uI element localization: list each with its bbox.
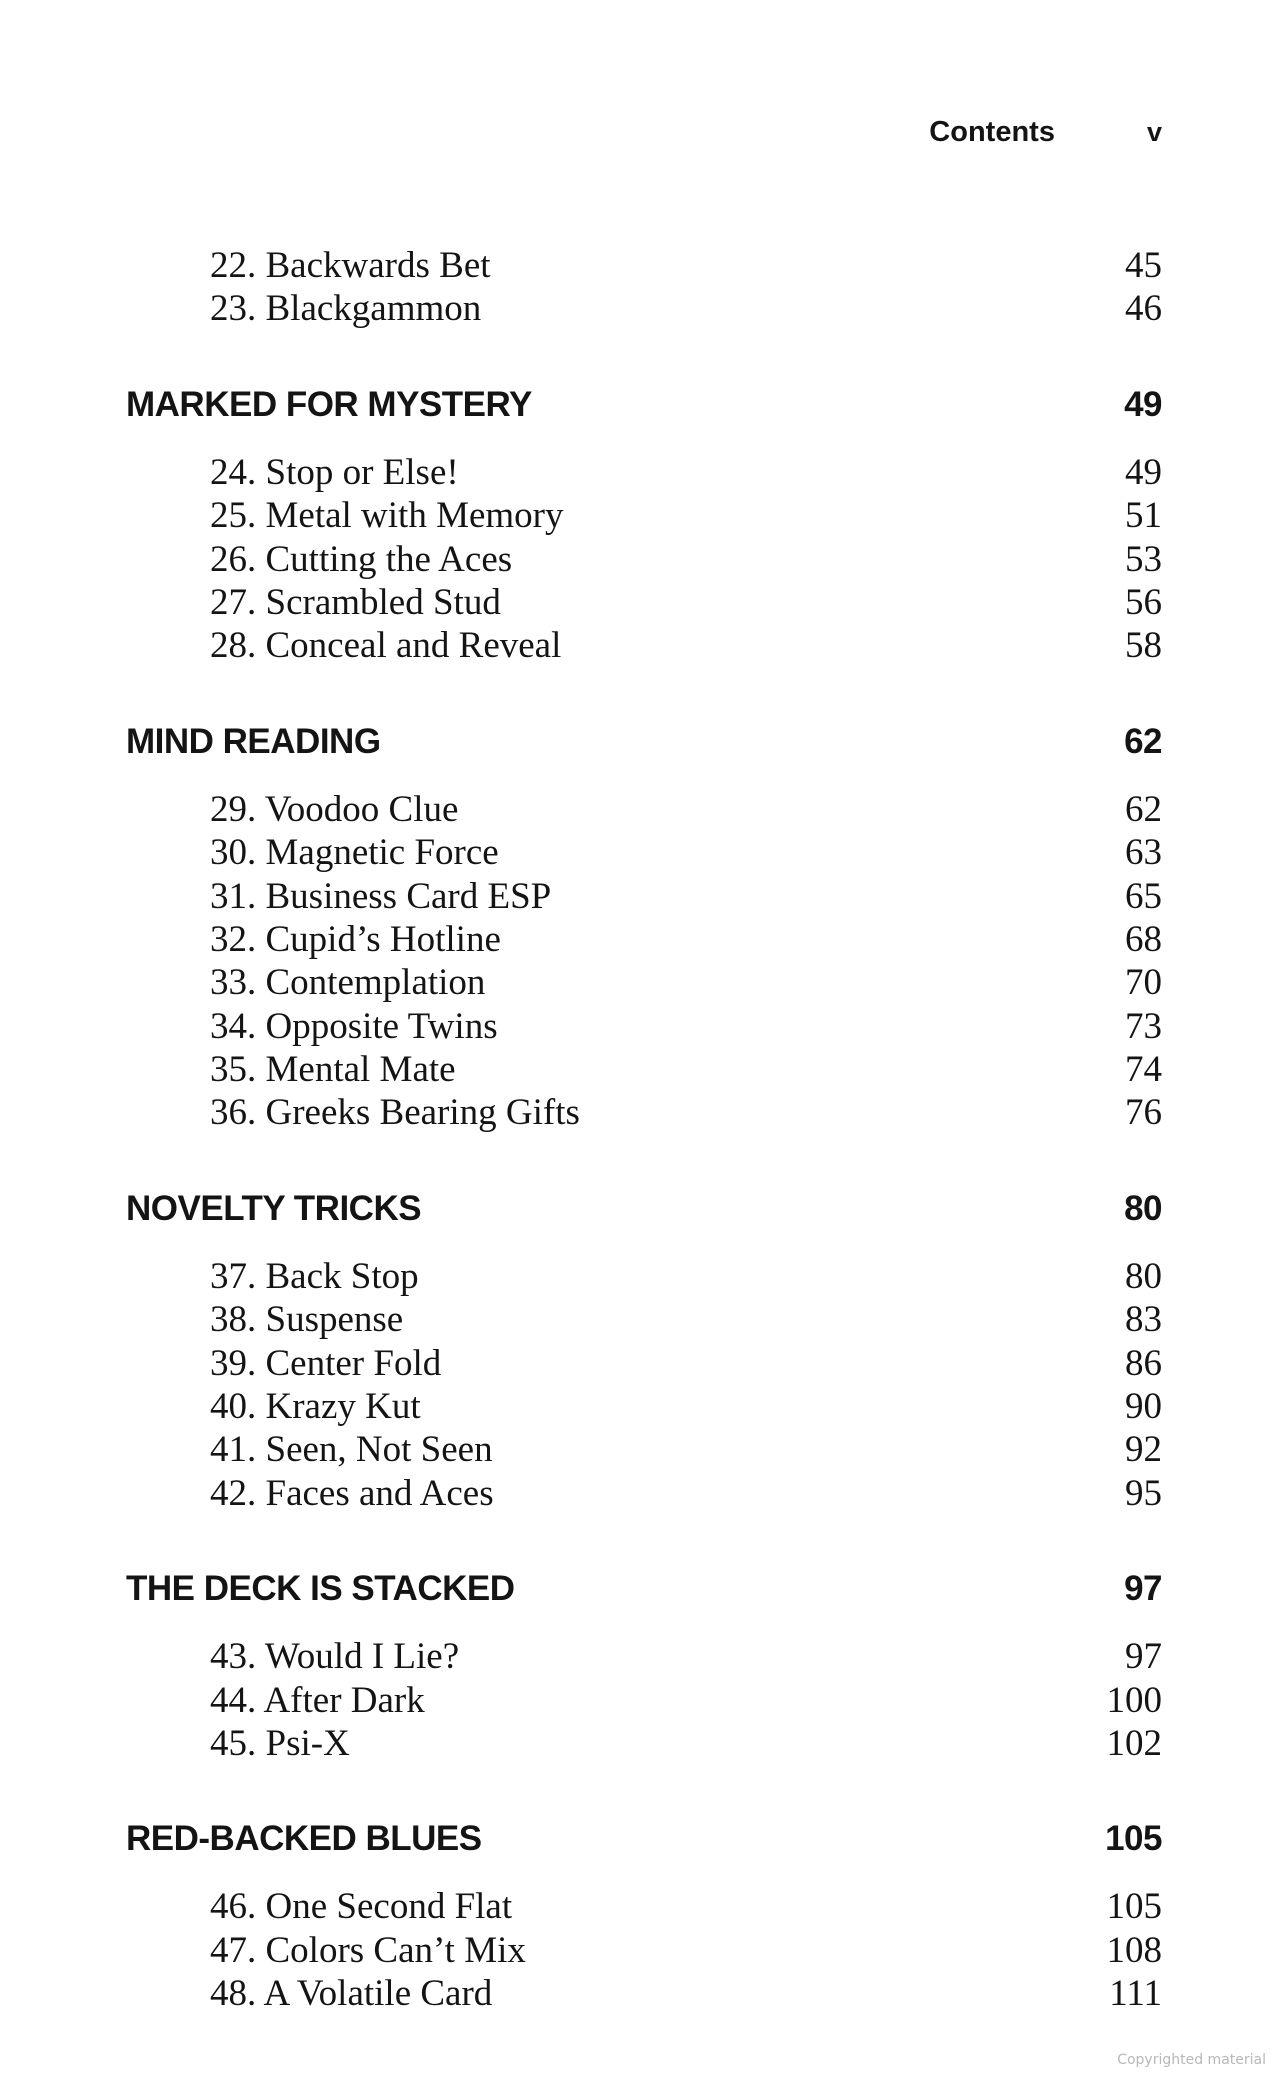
toc-entry (126, 1428, 1162, 1471)
entry-title: 36. Greeks Bearing Gifts (210, 1092, 580, 1134)
entry-page-number: 74 (1125, 1049, 1162, 1091)
entry-title: 23. Blackgammon (210, 288, 482, 330)
entry-title: 24. Stop or Else! (210, 451, 459, 493)
entry-page-number: 49 (1125, 451, 1162, 493)
entry-page-number: 51 (1125, 495, 1162, 537)
section-heading-title: THE DECK IS STACKED (126, 1569, 515, 1609)
entry-page-number: 111 (1109, 1973, 1162, 2015)
entry-page-number: 105 (1106, 1886, 1162, 1928)
section-heading-page: 80 (1124, 1188, 1162, 1228)
running-head-title: Contents (929, 116, 1055, 148)
entry-title: 39. Center Fold (210, 1342, 442, 1384)
toc-section (126, 722, 1162, 1135)
entry-title: 46. One Second Flat (210, 1886, 513, 1928)
entry-title: 30. Magnetic Force (210, 832, 499, 874)
entry-page-number: 86 (1125, 1342, 1162, 1384)
section-heading-title: MARKED FOR MYSTERY (126, 384, 532, 424)
section-heading-page: 97 (1124, 1569, 1162, 1609)
toc-entry (126, 1679, 1162, 1722)
toc-entry (126, 244, 1162, 287)
toc-entry (126, 875, 1162, 918)
toc-entry (126, 624, 1162, 667)
entry-title: 32. Cupid’s Hotline (210, 918, 501, 960)
page-folio: v (1146, 117, 1162, 147)
toc-entry (126, 1048, 1162, 1091)
copyright-notice: Copyrighted material (1117, 2052, 1266, 2068)
toc-entry (126, 1385, 1162, 1428)
entry-list (126, 1255, 1162, 1515)
entry-page-number: 90 (1125, 1386, 1162, 1428)
entry-title: 28. Conceal and Reveal (210, 625, 562, 667)
section-heading (126, 1569, 1162, 1613)
entry-page-number: 53 (1125, 538, 1162, 580)
toc-section (126, 1819, 1162, 2015)
table-of-contents (126, 244, 1162, 2070)
toc-entry (126, 961, 1162, 1004)
toc-entry (126, 451, 1162, 494)
section-heading-title: NOVELTY TRICKS (126, 1188, 422, 1228)
entry-page-number: 100 (1106, 1679, 1162, 1721)
toc-entry (126, 1472, 1162, 1515)
toc-entry (126, 788, 1162, 831)
entry-page-number: 102 (1106, 1722, 1162, 1764)
entry-title: 29. Voodoo Clue (210, 788, 459, 830)
toc-entry (126, 1005, 1162, 1048)
toc-section (126, 1189, 1162, 1515)
entry-page-number: 97 (1125, 1636, 1162, 1678)
entry-page-number: 73 (1125, 1005, 1162, 1047)
entry-title: 43. Would I Lie? (210, 1636, 460, 1678)
toc-entry (126, 1885, 1162, 1928)
entry-title: 38. Suspense (210, 1299, 404, 1341)
entry-page-number: 76 (1125, 1092, 1162, 1134)
entry-list (126, 788, 1162, 1135)
toc-entry (126, 581, 1162, 624)
entry-title: 25. Metal with Memory (210, 495, 564, 537)
entry-page-number: 63 (1125, 832, 1162, 874)
entry-page-number: 62 (1125, 788, 1162, 830)
entry-list (126, 451, 1162, 668)
entry-page-number: 65 (1125, 875, 1162, 917)
toc-entry (126, 1255, 1162, 1298)
toc-entry (126, 918, 1162, 961)
entry-list (126, 1635, 1162, 1765)
entry-title: 27. Scrambled Stud (210, 581, 501, 623)
toc-section (126, 244, 1162, 331)
entry-page-number: 45 (1125, 245, 1162, 286)
entry-page-number: 58 (1125, 625, 1162, 667)
entry-title: 37. Back Stop (210, 1255, 419, 1297)
running-head (929, 116, 1162, 149)
entry-title: 31. Business Card ESP (210, 875, 552, 917)
entry-page-number: 70 (1125, 962, 1162, 1004)
toc-entry (126, 494, 1162, 537)
entry-title: 22. Backwards Bet (210, 245, 491, 286)
entry-page-number: 68 (1125, 918, 1162, 960)
section-heading-title: RED-BACKED BLUES (126, 1819, 482, 1859)
entry-page-number: 83 (1125, 1299, 1162, 1341)
entry-title: 40. Krazy Kut (210, 1386, 421, 1428)
section-heading (126, 385, 1162, 429)
section-heading (126, 1189, 1162, 1233)
entry-title: 34. Opposite Twins (210, 1005, 498, 1047)
entry-title: 35. Mental Mate (210, 1049, 456, 1091)
toc-entry (126, 1091, 1162, 1134)
toc-section (126, 385, 1162, 668)
toc-entry (126, 1929, 1162, 1972)
section-heading (126, 1819, 1162, 1863)
toc-entry (126, 1298, 1162, 1341)
toc-entry (126, 1972, 1162, 2015)
section-heading-page: 105 (1105, 1819, 1162, 1859)
entry-list (126, 1885, 1162, 2015)
entry-page-number: 108 (1106, 1929, 1162, 1971)
toc-entry (126, 538, 1162, 581)
entry-title: 48. A Volatile Card (210, 1973, 493, 2015)
section-heading-page: 62 (1124, 721, 1162, 761)
entry-page-number: 56 (1125, 581, 1162, 623)
section-heading (126, 722, 1162, 766)
entry-list (126, 244, 1162, 331)
entry-title: 45. Psi-X (210, 1722, 350, 1764)
toc-entry (126, 831, 1162, 874)
entry-title: 47. Colors Can’t Mix (210, 1929, 526, 1971)
entry-title: 42. Faces and Aces (210, 1472, 494, 1514)
toc-entry (126, 1722, 1162, 1765)
toc-entry (126, 1342, 1162, 1385)
entry-page-number: 95 (1125, 1472, 1162, 1514)
section-heading-title: MIND READING (126, 721, 381, 761)
entry-page-number: 46 (1125, 288, 1162, 330)
entry-page-number: 92 (1125, 1429, 1162, 1471)
toc-entry (126, 287, 1162, 330)
entry-title: 44. After Dark (210, 1679, 425, 1721)
toc-entry (126, 1635, 1162, 1678)
entry-title: 33. Contemplation (210, 962, 486, 1004)
toc-section (126, 1569, 1162, 1765)
entry-title: 26. Cutting the Aces (210, 538, 513, 580)
entry-page-number: 80 (1125, 1255, 1162, 1297)
entry-title: 41. Seen, Not Seen (210, 1429, 493, 1471)
section-heading-page: 49 (1124, 384, 1162, 424)
